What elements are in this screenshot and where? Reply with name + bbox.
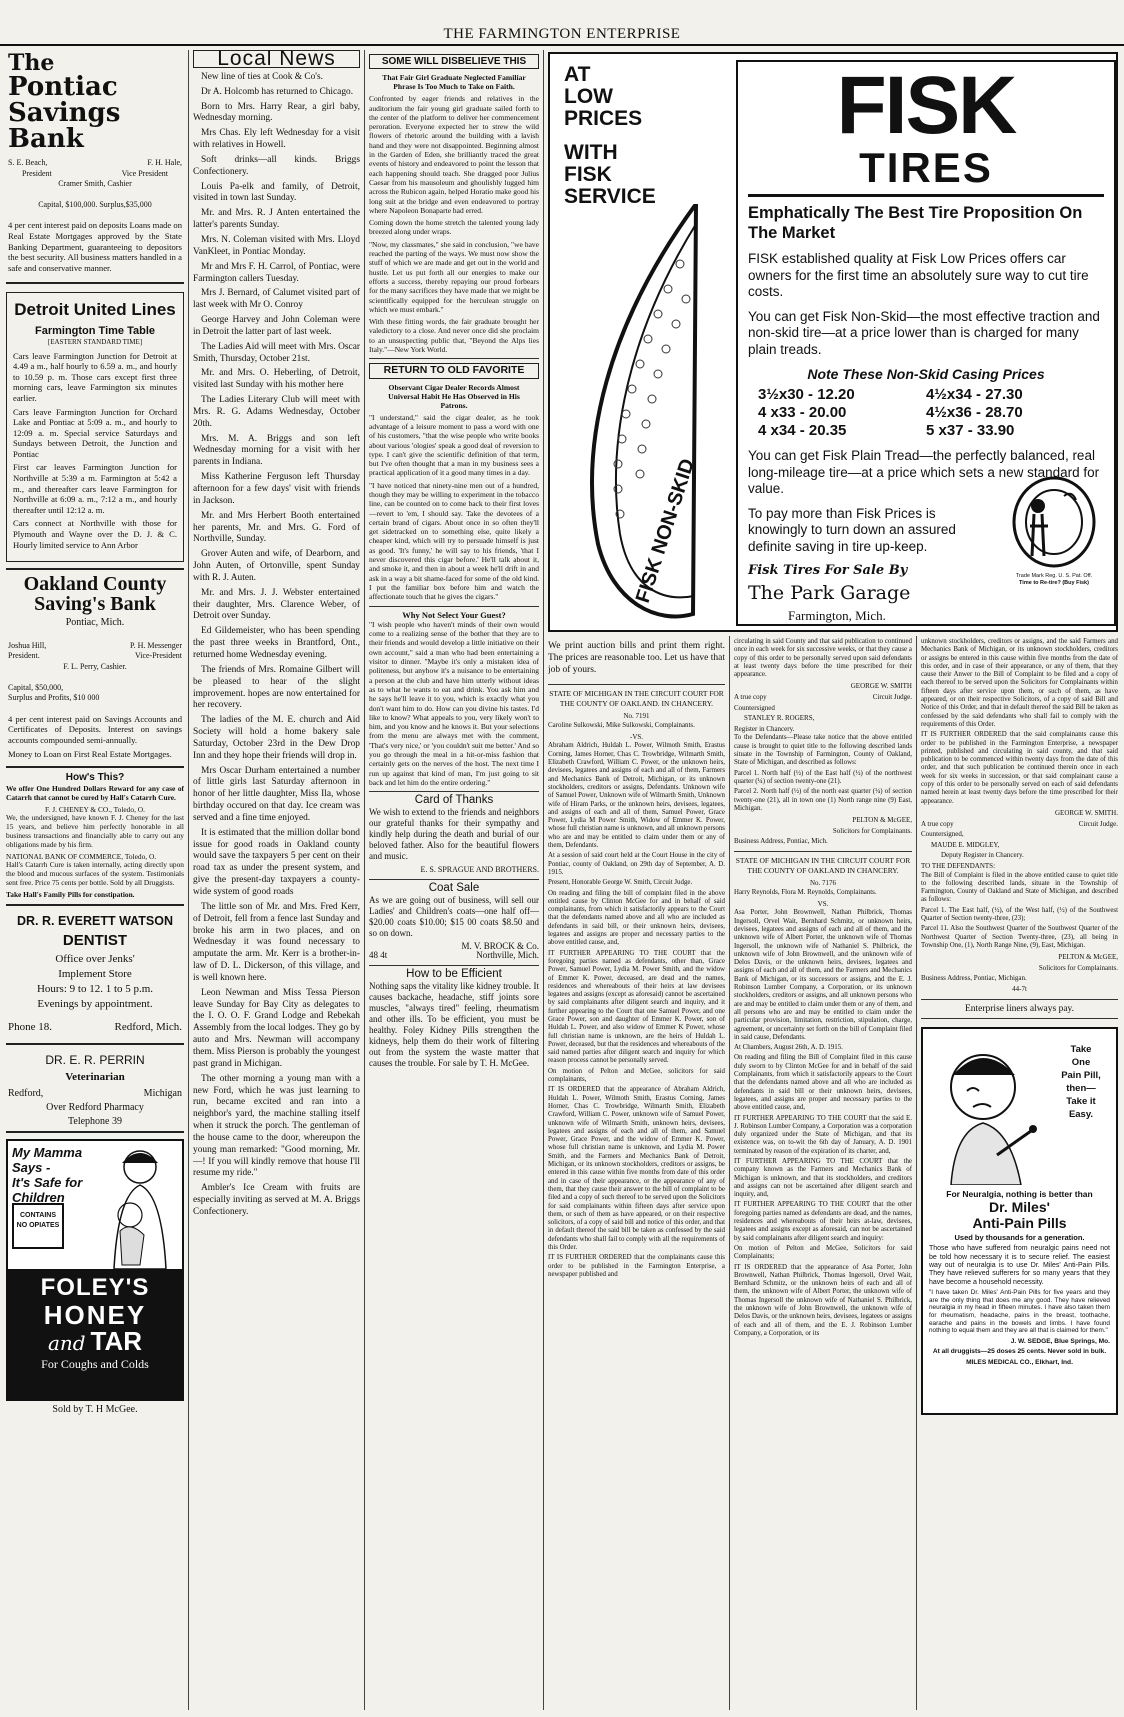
paragraph: We, the undersigned, have known F. J. Cheney for the last 15 years, and believe him perfectly honorable in all business transactions and financially able to carry out any obligations made by his firm. — [6, 813, 184, 849]
pontiac-bank-title-3: Savings Bank — [8, 98, 121, 154]
paragraph: IT FURTHER APPEARING TO THE COURT that the other foregoing parties named as defendants are dead, and the names, residences and whereabouts of their heirs at-law, devisees, legatees and assigns except as aforesaid, can not be ascertained by said complainants after diligent search and inquiry: — [734, 1201, 912, 1242]
address-line: Office over Jenks' — [55, 952, 135, 965]
signature: E. S. SPRAGUE AND BROTHERS. — [420, 865, 539, 875]
price-list — [748, 386, 1104, 440]
true-copy: A true copy — [921, 819, 954, 828]
local-news-item: Mrs J. Bernard, of Calumet visited part of last week with Mr O. Conroy — [193, 288, 360, 311]
business-address: Business Address, Pontiac, Mich. — [734, 837, 828, 846]
officer-role: President — [22, 168, 52, 178]
miles-tagline: then— — [1066, 1083, 1096, 1095]
business-address: Business Address, Pontiac, Michigan. — [921, 974, 1027, 983]
officer: F. H. Hale, — [147, 158, 182, 167]
foley-tar: TAR — [90, 1325, 143, 1356]
fisk-tagline: SERVICE — [564, 185, 656, 208]
pontiac-bank-title-2: Pontiac — [8, 72, 118, 102]
hours: Hours: 9 to 12. 1 to 5 p.m. — [36, 982, 154, 995]
register-title: Register in Chancery. — [734, 724, 795, 733]
miles-used: Used by thousands for a generation. — [954, 1233, 1085, 1243]
paragraph: At Chambers, August 26th, A. D. 1915. — [734, 1044, 843, 1052]
address-line: Over Redford Pharmacy — [46, 1101, 144, 1113]
sale-by: Fisk Tires For Sale By — [748, 563, 908, 578]
paragraph: We offer One Hundred Dollars Reward for any case of Catarrh that cannot be cured by Hall's Catarrh Cure. — [6, 783, 184, 802]
paragraph: IT IS ORDERED that the appearance of Abraham Aldrich, Huldah L. Power, Wilmoth Smith, Erastus Corning, James Horner, Chas C. Trowbridge, Wilmarth Smith, Elizabeth Crawford, William C. Power, unknown wife of Samuel Power, unknown wife of Wilmarth Smith, unknown heirs, devisees, legatees and assigns of each and all of them, and Samuel Power, Grace Power, and the widow of Emmer K. Power, whose full christian name is unknown, and Lydia M. Power Smith, and the Farmers and Mechanics Bank of Detroit, Michigan, or its unknown stockholders, creditors or assigns, be entered in this cause within five months from date of this order and in case of their appearance, or the appearance of any of them, that they cause their answer to the bill of complaint to be filed and a copy of such thereof to be served upon the Solicitors for said complainants within fifteen days after service upon them, or such of them as have appeared, or on their respective solicitors, of a copy of said bill and notice of this order, and that in default thereof the said bill be taken as confessed by the said defendants who shall fail to comply with all the requirements of this Order. — [548, 1086, 725, 1251]
hows-this-title: How's This? — [65, 772, 125, 784]
fisk-tagline: LOW — [564, 85, 613, 108]
local-news-item: Grover Auten and wife, of Dearborn, and John Auten, of Ortonville, spent Sunday with R. J. Auten. — [193, 549, 360, 583]
masthead — [0, 0, 1124, 46]
local-news-item: The other morning a young man with a new Ford, which he was just learning to run, became excited and ran into a neighbor's yard, the machine stalling itself when it struck the porch. The gentleman of the house came to the door, whereupon the young man remarked: "Good morning, Mr. —! If you will kindly remove that house I'll resume my ride." — [193, 1073, 360, 1179]
suffering-man-illustration — [927, 1035, 1047, 1185]
officer: Joshua Hill, — [8, 640, 47, 650]
local-news-item: New line of ties at Cook & Co's. — [201, 71, 323, 82]
case-number: No. 7176 — [809, 878, 837, 887]
tire-sidewall-text: FISK NON-SKID — [631, 456, 700, 606]
time-table-title: Farmington Time Table — [35, 325, 155, 338]
miles-tagline: Easy. — [1068, 1109, 1094, 1121]
paragraph: On motion of Pelton and McGee, Solicitors for said Complainants; — [734, 1244, 912, 1261]
parties: Caroline Sulkowski, Mike Sulkowski, Complainants. — [548, 721, 695, 729]
paragraph: The Bill of Complaint is filed in the above entitled cause to quiet title to the following described lands, situate in the Township of Farmington, County of Oakland and State of Michigan, and described as follows: — [921, 871, 1118, 904]
miles-tagline: Take it — [1066, 1096, 1096, 1108]
vet-name: DR. E. R. PERRIN — [45, 1052, 145, 1067]
detroit-united-ad — [6, 292, 184, 562]
fisk-boy-trademark — [1008, 476, 1100, 594]
judge-title: Circuit Judge. — [1078, 819, 1118, 828]
column-rule — [543, 50, 544, 1710]
officer-role: Vice-President — [134, 651, 182, 661]
countersigned: Countersigned — [734, 703, 775, 712]
no-opiates-badge: CONTAINS NO OPIATES — [12, 1203, 64, 1249]
paragraph: Present, Honorable George W. Smith, Circuit Judge. — [548, 879, 693, 887]
solicitors: PELTON & McGEE, — [852, 816, 912, 825]
retire-text: Time to Re-tire? (Buy Fisk) — [1019, 579, 1089, 586]
judge-name: GEORGE W. SMITH. — [1054, 808, 1118, 817]
parties: Harry Reynolds, Flora M. Reynolds, Complainants. — [734, 888, 877, 896]
column-3 — [369, 50, 539, 1712]
town: Northville, Mich. — [476, 950, 539, 961]
town: Pontiac, Mich. — [65, 617, 125, 629]
fisk-brand: FISK — [836, 60, 1016, 151]
foley-tagline: It's Safe for — [12, 1174, 83, 1190]
fisk-headline: Emphatically The Best Tire Proposition On The Market — [748, 204, 1083, 242]
hows-this-ad — [6, 774, 184, 905]
local-news-item: Leon Newman and Miss Tessa Pierson leave Sunday for Bay City as delegates to the I. O. O. F. Grand Lodge and Rebekah Assembly from the local lodges. They go by auto and Mrs. Newman will accompany them. Miss Pierson is probably the youngest past grand in Michigan. — [193, 987, 360, 1069]
column-rule — [729, 636, 730, 1710]
countersigned: Countersigned, — [921, 830, 964, 839]
pontiac-bank-ad — [6, 50, 184, 284]
officer-role: President. — [8, 651, 40, 661]
oakland-bank-title-1: Oakland County — [23, 573, 167, 596]
column-rule — [364, 50, 365, 1710]
efficient-title: How to be Efficient — [406, 967, 502, 980]
ad-number: 48 4t — [369, 950, 388, 961]
local-news-item: Miss Katherine Ferguson left Thursday afternoon for a few days' visit with friends in Jackson. — [193, 472, 360, 506]
tire-illustration — [568, 204, 718, 624]
local-news-item: The Ladies Aid will meet with Mrs. Oscar Smith, Thursday, October 21st. — [193, 341, 360, 364]
detroit-united-title: Detroit United Lines — [14, 300, 176, 320]
paragraph: To pay more than Fisk Prices is knowingly to turn down an assured definite saving in tire up-keep. — [748, 505, 956, 554]
solicitors-title: Solicitors for Complainants. — [832, 826, 912, 835]
register-title: Deputy Register in Chancery. — [941, 851, 1024, 860]
local-news-item: Mrs Chas. Ely left Wednesday for a visit with relatives in Howell. — [193, 128, 360, 151]
paragraph: "I wish people who haven't minds of their own would come to a realizing sense of the bother that they are to their friends and would develop a little initiative on their own account," said a man who had been entertaining a visitor to dinner. "Maybe it's only a mistaken idea of politeness, but anyhow it's a nuisance to be entertaining a person at the club and have him utterly without ideas as to what he wants to eat and drink. You ask him and he says he'll leave it to you, which is exactly what you don't want him to do. How can you divine his tastes. I'd like to know? What appeals to you, very likely won't to him, and you know and he knows it. But your selections from the menu are always met with the comment, 'That's very nice,' or 'you couldn't suit me better.' And so you go through the meal in a hit-or-miss fashion that certainly gets on the nerves of the host. The next time I run up against that kind of man, I'm just going to sit back and let him do the entire ordering." — [369, 619, 539, 787]
judge-title: Circuit Judge. — [872, 693, 912, 702]
paragraph: "Now, my classmates," she said in conclusion, "we have reached the parting of the ways. We must now show the stuff of which we are made and get out in the world and hustle. Let us put forth all our energies to make our efforts a success, thereby repaying our proud forbears for the many sacrifices they have made that we might be scientifically equipped for the herculean struggle on which we must embark." — [369, 239, 539, 314]
garage-name: The Park Garage — [748, 582, 911, 604]
paragraph: Parcel 1. The East half, (½), of the West half, (½) of the Southwest Quarter of Section twenty-three, (23); — [921, 906, 1118, 922]
local-news-item: Soft drinks—all kinds. Briggs Confectionery. — [193, 154, 360, 177]
town: Redford, — [8, 1087, 44, 1099]
paragraph: First car leaves Farmington Junction for Northville at 5:39 a m. Farmington at 5:42 a m., and thereafter cars leave Farmington for Northville at 6:09 a. m., 7:12 a m., and hourly thereafter until 12:12 a. m. — [13, 462, 177, 515]
tire-price: 3½x30 - 12.20 — [758, 386, 855, 403]
article-headline: SOME WILL DISBELIEVE THIS — [369, 54, 539, 69]
tire-price: 4 x34 - 20.35 — [758, 422, 847, 439]
paragraph: circulating in said County and that said publication to continued once in each week for six successive weeks, or that they cause a copy of this order to be personally served upon said defendants at least twenty days before the time prescribed for their appearance. — [734, 638, 912, 679]
printing-ad: We print auction bills and print them right. The prices are reasonable too. Let us have that job of yours. — [548, 641, 725, 675]
bank-capital: Capital, $100,000. Surplus,$35,000 — [38, 199, 152, 209]
paragraph: You can get Fisk Non-Skid—the most effective traction and non-skid tire—at a price lower than is charged for many plain treads. — [748, 308, 1100, 357]
bank-name: NATIONAL BANK OF COMMERCE, Toledo, O. — [6, 851, 157, 861]
column-5-legal — [734, 638, 912, 1712]
phone: Phone 18. — [8, 1020, 52, 1033]
tire-price: 4½x34 - 27.30 — [926, 386, 1023, 403]
perrin-ad — [6, 1051, 184, 1133]
fisk-tagline: WITH — [564, 141, 618, 164]
foley-honey: HONEY — [43, 1299, 147, 1330]
paragraph: Parcel 2. North half (½) of the north east quarter (¼) of section twenty-one (21), all in town one (1) North range nine (9) East, Michigan. — [734, 788, 912, 812]
paragraph: On reading and filing the Bill of Complaint filed in this cause duly sworn to by Clinton McGee for and in behalf of the said Complainants, from which it satisfactorily appears to the Court that the defendants named above and all who are included as defendants in said bill or their unknown heirs, devisees, legatees, and assigns are proper and necessary parties to the above entitled cause, and, — [734, 1054, 912, 1112]
true-copy: A true copy — [734, 693, 767, 702]
miles-tagline: Take — [1070, 1044, 1092, 1056]
testimonial-signature: J. W. SEDGE, Blue Springs, Mo. — [1010, 1337, 1110, 1345]
paragraph: unknown stockholders, creditors or assigns, and the said Farmers and Mechanics Bank of Michigan, or its unknown stockholders, creditors or assigns be entered in this cause within five months from the date of this order, and in case of their appearance, or any of them, that they cause their Anwer to the Bill of Complaint to be filed and a copy of each thereof to be served upon the Solicitors for Complainants within fifteen days after service upon them, or such of them, as have appeared, or on their respective Solicitors, of a copy of said Bill and Notice of this Order, and that in default thereof the said Bill be taken as confessed by the said defendants who shall fail to comply with the requirements of this Order. — [921, 638, 1118, 728]
paragraph: Those who have suffered from neuralgic pains need not be told how necessary it is to secure relief. The easiest way out of neuralgia is to use Dr. Miles' Anti-Pain Pills. They have relieved sufferers for so many years that they have become a household necessity. — [929, 1245, 1110, 1286]
local-news-item: Mr. and Mrs Herbert Booth entertained her parents, Mr. and Mrs. G. Ford of Northville, Sunday. — [193, 510, 360, 545]
paragraph: Cars leave Farmington Junction for Orchard Lake and Pontiac at 5:09 a. m., and hourly to 12:09 a. m. Special service Saturdays and Sundays between Detroit, the Junction and Pontiac — [13, 406, 177, 459]
miles-title-1: Dr. Miles' — [989, 1199, 1050, 1216]
town: Redford, Mich. — [114, 1020, 182, 1033]
signature: M. V. BROCK & Co. — [461, 941, 539, 952]
local-news-item: Mr and Mrs F. H. Carrol, of Pontiac, were Farmington callers Tuesday. — [193, 261, 360, 284]
paragraph: 4 per cent interest paid on Savings Accounts and Certificates of Deposits. Interest on savings accounts compounded semi-annually. — [8, 713, 182, 745]
foley-and: and — [47, 1330, 86, 1355]
officer: S. E. Beach, — [8, 158, 48, 167]
solicitors: PELTON & McGEE, — [1058, 953, 1118, 962]
trademark-text: Trade Mark Reg. U. S. Pat. Off. — [1015, 573, 1093, 579]
card-of-thanks-title: Card of Thanks — [414, 794, 494, 807]
foley-purpose: For Coughs and Colds — [41, 1356, 149, 1371]
paragraph: IT FURTHER APPEARING TO THE COURT that the company known as the Farmers and Mechanics Bank of Michigan is unknown, and that its stockholders, and creditors and assigns can not be ascertained after diligent search and inquiry, and, — [734, 1158, 912, 1199]
pills-note: Take Hall's Family Pills for constipation. — [6, 889, 135, 899]
fisk-tagline: FISK — [564, 163, 612, 186]
paragraph: Parcel 11. Also the Southwest Quarter of the Southwest Quarter of the Northwest Quarter of Section Twenty-three, (23), all being in Township One, (1), North Range Nine, (9), East, Michigan. — [921, 925, 1118, 949]
miles-tagline: Pain Pill, — [1061, 1070, 1101, 1082]
officer-role: Vice President — [121, 168, 168, 178]
paragraph: Nothing saps the vitality like kidney trouble. It causes backache, headache, stiff joints sore muscles, "always tired" feeling, rheumatism and other ills. To be efficient, you must be healthy. Foley Kidney Pills strengthen the kidneys, help them do their work of filtering out from the system the waste matter that causes the trouble. For sale by T. H. McGee. — [369, 980, 539, 1068]
defendants-heading: TO THE DEFENDANTS: — [921, 861, 996, 870]
paragraph: With these fitting words, the fair graduate brought her valedictory to a close. And never once did she proclaim to an unsuspecting public that, "Beyond the Alps lies Italy."—New York World. — [369, 317, 539, 355]
tire-price: 5 x37 - 33.90 — [926, 422, 1015, 439]
paragraph: IT IS ORDERED that the appearance of Asa Porter, John Brownwell, Nathan Philbrick, Thomas Ingersoll, Orvel Wait, Bernhard Schmitz, or the unknown heirs of each and all of them, the unknown wife of Albert Porter, the unknown wife of Thomas Ingersoll the unknown wife of Nathaniel S. Philbrick, the unknown wife of John Brownwell, the unknown wife of Delos Davis, or the unknown heirs, devisees, legatees or assigns of each and all of them, and the E. J. Robinson Lumber Company, a Corporation, or its — [734, 1263, 912, 1337]
local-news-item: Mr. and Mrs. J. J. Webster entertained their daughter, Mrs. Clarence Weber, of Detroit over Sunday. — [193, 587, 360, 622]
column-rule — [188, 50, 189, 1710]
paragraph: Parcel 1. North half (½) of the East half (½) of the northwest quarter (¼) of section twenty-one (21). — [734, 769, 912, 785]
article-subhead: Observant Cigar Dealer Records Almost Universal Habit He Has Observed in His Patrons. — [388, 382, 520, 410]
paragraph: "I have noticed that ninety-nine men out of a hundred, though they may be willing to experiment in the tobacco line, can be counted on to come back to their first loves—revert to 'em, I should say. Take the devotees of a certain brand of cigars. About once in so often they'll get sidetracked on to something else, quite likely a cheaper kind, which will try to persuade himself is just as good. 'It's funny,' he will say to his friends, 'that I never discovered this cigar before.' He'll talk about it, and smoke it, and then in about a week he'll drift in and ask in a way a bit shame-faced for some of the old kind. I put the familiar box before him and watch the affectionate touch that he gives the cigars." — [369, 480, 539, 602]
versus: -VS. — [629, 732, 644, 741]
paragraph: At a session of said court held at the Court House in the city of Pontiac, county of Oakland, on 29th day of September, A. D. 1915. — [548, 852, 725, 876]
oakland-bank-ad — [6, 568, 184, 768]
address-line: Implement Store — [58, 967, 132, 980]
local-news-item: Mrs. M. A. Briggs and son left Wednesday morning for a visit with her parents in Indiana. — [193, 433, 360, 468]
watson-ad — [6, 912, 184, 1045]
paragraph: IT FURTHER APPEARING TO THE COURT that the said E. J. Robinson Lumber Company, a Corporation was a corporation duly organized under the State of Michigan, and that its existence was, on to-wit the 6th day of January, A. D. 1901 terminated by reason of the expiration of its charter, and, — [734, 1114, 912, 1155]
miles-neuralgia: For Neuralgia, nothing is better than — [946, 1189, 1093, 1200]
fisk-tagline: AT — [564, 63, 591, 86]
local-news-items — [193, 72, 360, 1219]
pontiac-bank-title-1: The — [8, 50, 55, 76]
cashier: Cramer Smith, Cashier — [58, 179, 132, 189]
paragraph: Cars connect at Northville with those for Plymouth and Wayne over the D. J. & C. Hourly limited service to Ann Arbor — [13, 518, 177, 550]
bank-body: 4 per cent interest paid on deposits Loans made on Real Estate Mortgages approved by the State Banking Department, guaranteeing to depositors the best security. All business matters handled in a safe and conservative manner. — [8, 220, 182, 273]
foley-ad — [6, 1139, 184, 1401]
register-name: MAUDE E. MIDGLEY, — [931, 840, 1000, 849]
solicitors-title: Solicitors for Complainants. — [1038, 963, 1118, 972]
paragraph: IT IS FURTHER ORDERED that the complainants cause this order to be published in the Farmington Enterprise, a newspaper published and — [548, 1254, 725, 1278]
cashier: F. L. Perry, Cashier. — [63, 662, 127, 671]
local-news-item: The Ladies Literary Club will meet with Mrs. R. G. Adams Wednesday, October 20th. — [193, 395, 360, 429]
judge-name: GEORGE W. SMITH — [850, 682, 912, 691]
paragraph: Coming down the home stretch the talented young lady breezed along under wraps. — [369, 218, 539, 237]
paragraph: IT IS FURTHER ORDERED that the said complainants cause this order to be published in the Farmington Enterprise, a newspaper printed, published and circulating in said county, and that said publication to be commenced within twenty days from the date of this order, and that such publication be continued therein once in each week for six weeks in succession, or that said complainant cause a copy of this order to be personally served on each of said defendants named herein at least twenty days before the time prescribed for their appearance. — [921, 731, 1118, 805]
paragraph: Confronted by eager friends and relatives in the auditorium the fair young girl graduate sailed forth to the center of the platform to deliver her commencement peroration. Everyone expected her to strew the wild flowers of rhetoric around the building with a lavish hand and they were not disappointed. Beginning almost in the Garden of Eden, she brilliantly traced the great events of history and endeavored to point the lesson that each happening should teach. She dragged poor Julius Caesar from his mausoleum and ghoulishly lugged him across the Rubicon again, helped Horatio make good his long suit at the bridge and even endeavored to portray where Napoleon Bonaparte had erred. — [369, 94, 539, 215]
paragraph: On motion of Pelton and McGee, solicitors for said complainants, — [548, 1067, 725, 1084]
paragraph: You can get Fisk Plain Tread—the perfectly balanced, real long-mileage tire—at a price which sets a new standard for value. — [748, 448, 1100, 496]
paragraph: Asa Porter, John Brownwell, Nathan Philbrick, Thomas Ingersoll, Orvel Wait, Bernhard Schmitz, or unknown heirs, devisees, legatees and assigns of each and all of them, and the unknown wife of Albert Porter, the unknown wife of Thomas Ingersoll, the unknown wife of Nathaniel S. Philbrick, the unknown wife of John Brownwell, and the unknown wife of Delos Davis, or the unknown heirs, devisees, legatees and assigns of each and all of them, and the Farmers and Mechanics Bank of Michigan, or its successors or assigns, and the E. J. Robinson Lumber Company, a Corporation, or its unknown stockholders, creditors or assigns, and all unknown persons who are and may be entitled to claim under them or any of them, and all persons who are and may be entitled to claim under the particular provision, limitation, restriction, stipulation, charge, agreement, or uncertainty set forth on the bill of Complaint filed in said cause, Defendants. — [734, 909, 912, 1041]
column-local-news — [193, 50, 360, 1712]
column-4-legal — [548, 638, 725, 1712]
register-name: STANLEY R. ROGERS, — [744, 714, 815, 723]
dentist-title: DENTIST — [62, 931, 128, 949]
local-news-item: The ladies of the M. E. church and Aid Society will hold a home bakery sale Saturday, October 23rd in the Dew Drop Inn and they hope their friends will drop in. — [193, 715, 360, 761]
fisk-tires: TIRES — [859, 144, 993, 191]
local-news-item: Mrs Oscar Durham entertained a number of little girls last Saturday afternoon in honor of her little daughter, Miss Ila, whose birthday occured on that day. Ice cream was served and a fine time enjoyed. — [193, 765, 360, 823]
paragraph: IT FURTHER APPEARING TO THE COURT that the foregoing parties named as defendants, other than, Grace Power, Samuel Power, Lydia M. Power Smith, and the widow of Emmer K. Power, deceased, are dead and the names, residences and whereabouts of their heirs at law devisees legatees and assigns (except as aforesaid) cannot be ascertained by said complainants after diligent search and inquiry, and it further appearing to the Court that one Samuel Power, and one Grace Power, son and daughter of Emmer K. Power, son of Huldah L. Power, and also widow of Emmer K Power, whose full christian name is unknown, are the heirs of Huldah L. Power, deceased, but that the residences and whereabouts of the said named parties after diligent search and inquiry for which reason process cannot be personally served. — [548, 949, 725, 1065]
legal-heading: STATE OF MICHIGAN IN THE CIRCUIT COURT FOR THE COUNTY OF OAKLAND IN CHANCERY. — [735, 855, 911, 875]
surplus: Surplus and Profits, $10 000 — [8, 693, 100, 703]
local-news-item: Ed Gildemeister, who has been spending the past three weeks in Brantford, Ont., returned home Wednesday evening. — [193, 626, 360, 660]
signature: F. J. CHENEY & CO., Toledo, O. — [45, 804, 145, 814]
fisk-tagline: PRICES — [564, 107, 643, 130]
ad-number: 44-7t — [1012, 984, 1027, 993]
paragraph: "I have taken Dr. Miles' Anti-Pain Pills for five years and they are the only thing that does me any good. They have relieved neuralgia in my head in fifteen minutes. I have also taken them for rheumatism, headache, pains in the breast, toothache, earache and pains in the bowels and limbs. I have found nothing to equal them and they are all that is claimed for them." — [929, 1289, 1110, 1335]
local-news-item: Dr A. Holcomb has returned to Chicago. — [201, 86, 354, 97]
garage-town: Farmington, Mich. — [788, 608, 886, 623]
local-news-item: Louis Pa-elk and family, of Detroit, visited in town last Sunday. — [193, 181, 360, 204]
versus: VS. — [817, 899, 829, 908]
miles-company: MILES MEDICAL CO., Elkhart, Ind. — [966, 1358, 1073, 1366]
case-number: No. 7191 — [623, 712, 650, 720]
tire-price: 4½x36 - 28.70 — [926, 404, 1023, 421]
article-subhead: That Fair Girl Graduate Neglected Familiar Phrase Is Too Much to Take on Faith. — [382, 73, 526, 92]
paragraph: FISK established quality at Fisk Low Prices offers car owners for the first time an absolutely sure way to cut tire costs. — [748, 251, 1089, 299]
paragraph: On reading and filing the bill of complaint filed in the above entitled cause by Clinton McGee for and in behalf of said complainants, from which it satisfactorily appears to the Court that the defendants named above and all who are included as defendants in said bill, or their unknown heirs, devisees, legatees and assigns are proper and necessary parties to the above entitled cause, and, — [548, 889, 725, 947]
vet-title: Veterinarian — [65, 1070, 125, 1083]
standard-time: [EASTERN STANDARD TIME] — [47, 337, 143, 346]
local-news-item: Mr. and Mrs. R. J Anten entertained the latter's parents Sunday. — [193, 208, 360, 231]
paragraph: Cars leave Farmington Junction for Detroit at 4.49 a m., half hourly to 6.59 a. m., and hourly to 10.59 p. m. Those cars except first three morning cars, leave Farmington six minutes earlier. — [13, 350, 177, 403]
liners-ad: Enterprise liners always pay. — [964, 1003, 1075, 1014]
paragraph: We wish to extend to the friends and neighbors our grateful thanks for their sympathy and kindly help during the death and burial of our beloved father. Also for the beautiful flowers and music. — [369, 807, 539, 862]
local-news-item: George Harvey and John Coleman were in Detroit the latter part of last week. — [193, 315, 360, 337]
state: Michigan — [143, 1087, 182, 1099]
local-news-item: It is estimated that the million dollar bond issue for good roads in Oakland county would save the taxpayers 5 per cent on their road tax as under the present system, and give the present-day taxpayers a county-wide system of good roads — [193, 827, 360, 897]
column-1 — [6, 50, 184, 1712]
capital: Capital, $50,000, — [8, 682, 64, 692]
miles-druggists: At all druggists—25 doses 25 cents. Never sold in bulk. — [932, 1348, 1107, 1356]
paragraph: Money to Loan on First Real Estate Mortgages. — [8, 748, 172, 759]
officer: P. H. Messenger — [130, 640, 182, 650]
legal-heading: STATE OF MICHIGAN IN THE CIRCUIT COURT FOR THE COUNTY OF OAKLAND. IN CHANCERY. — [549, 689, 724, 708]
local-news-title: Local News — [193, 50, 360, 68]
column-6 — [921, 638, 1118, 1712]
column-rule — [916, 636, 917, 1710]
local-news-item: Ambler's Ice Cream with fruits are especially inviting as served at M. A. Briggs Confectionery. — [193, 1183, 360, 1217]
paper-title: THE FARMINGTON ENTERPRISE — [443, 26, 681, 42]
paragraph: To the Defendants—Please take notice that the above entitled cause is brought to quiet title to the following described lands situate in the Township of Farmington, County of Oakland, State of Michigan, and described as follows: — [734, 734, 912, 767]
fisk-ad — [548, 52, 1118, 632]
coat-sale-title: Coat Sale — [428, 881, 480, 894]
local-news-item: The friends of Mrs. Romaine Gilbert will be pleased to hear of the slight improvement. hopes are now entertained for her recovery. — [193, 664, 360, 711]
fisk-boy-icon — [1008, 476, 1100, 568]
paragraph: Abraham Aldrich, Huldah L. Power, Wilmoth Smith, Erastus Corning, James Horner, Chas C. Trowbridge, Wilmarth Smith, Elizabeth Crawford, William C. Power, or the unknown heirs, devisees, legatees and assigns of each and all of them, Farmers and Mechanics Bank of Detroit, Michigan, or its unknown stockholders, creditors or assigns, Defendants. Unknown wife of Samuel Power, Unknown wife of Wilmarth Smith, Unknown wife of Hiram Parks, or the unknown heirs, devisees, legatees, and assigns of each and all of them, Samuel Power, Grace Power, Lydia M Power Smith, Widow of Emmer K. Power, whose full christian name is unknown, and all unknown persons who are and may be entitled to claim under them or any of them, Defendants. — [548, 742, 725, 850]
dentist-name: DR. R. EVERETT WATSON — [16, 913, 174, 928]
mother-child-illustration — [100, 1145, 180, 1269]
miles-tagline: One — [1071, 1057, 1091, 1069]
local-news-item: Mr. and Mrs. O. Heberling, of Detroit, visited last Sunday with his mother here — [193, 368, 360, 391]
foley-brand: FOLEY'S — [40, 1273, 150, 1301]
paragraph: "I understand," said the cigar dealer, as he took advantage of a leisure moment to pass a word with one of his customers, "that the wise people who write books about various 'ologies' speak a good deal of reversion to type. I can't give the scientific definition of that term, but I've often thought that a man in my business sees a practical application of it a good many times in a day. — [369, 412, 539, 478]
oakland-bank-title-2: Saving's Bank — [34, 593, 156, 616]
local-news-item: The little son of Mr. and Mrs. Fred Kerr, of Detroit, fell from a fence last Sunday and broke his arm in two places, and on Wednesday it was found necessary to amputate the arm. Mr. Kerr is a brother-in-law of D. L. Dickerson, of this village, and is well known here. — [193, 901, 360, 983]
miles-ad — [921, 1027, 1118, 1415]
hours: Evenings by appointment. — [37, 997, 153, 1010]
article-headline: Why Not Select Your Guest? — [402, 609, 506, 620]
phone: Telephone 39 — [67, 1115, 122, 1127]
paragraph: Hall's Catarrh Cure is taken internally, acting directly upon the blood and mucous surfaces of the system. Testimonials sent free. Price 75 cents per bottle. Sold by all Druggists. — [6, 860, 184, 887]
price-note: Note These Non-Skid Casing Prices — [807, 366, 1045, 382]
miles-title-2: Anti-Pain Pills — [972, 1215, 1067, 1232]
local-news-item: Born to Mrs. Harry Rear, a girl baby, Wednesday morning. — [193, 101, 360, 124]
paragraph: As we are going out of business, will sell our Ladies' and Children's coats—one half off—$20.00 coats $10.00; $15 00 coats $8.50 and so on down. — [369, 895, 539, 939]
tire-price: 4 x33 - 20.00 — [758, 404, 847, 421]
article-headline: RETURN TO OLD FAVORITE — [369, 363, 539, 378]
foley-seller: Sold by T. H McGee. — [52, 1403, 138, 1415]
foley-tagline: Children — [12, 1189, 65, 1205]
foley-tagline: My Mamma Says - — [12, 1144, 83, 1175]
local-news-item: Mrs. N. Coleman visited with Mrs. Lloyd VanKleet, in Pontiac Monday. — [193, 234, 360, 257]
